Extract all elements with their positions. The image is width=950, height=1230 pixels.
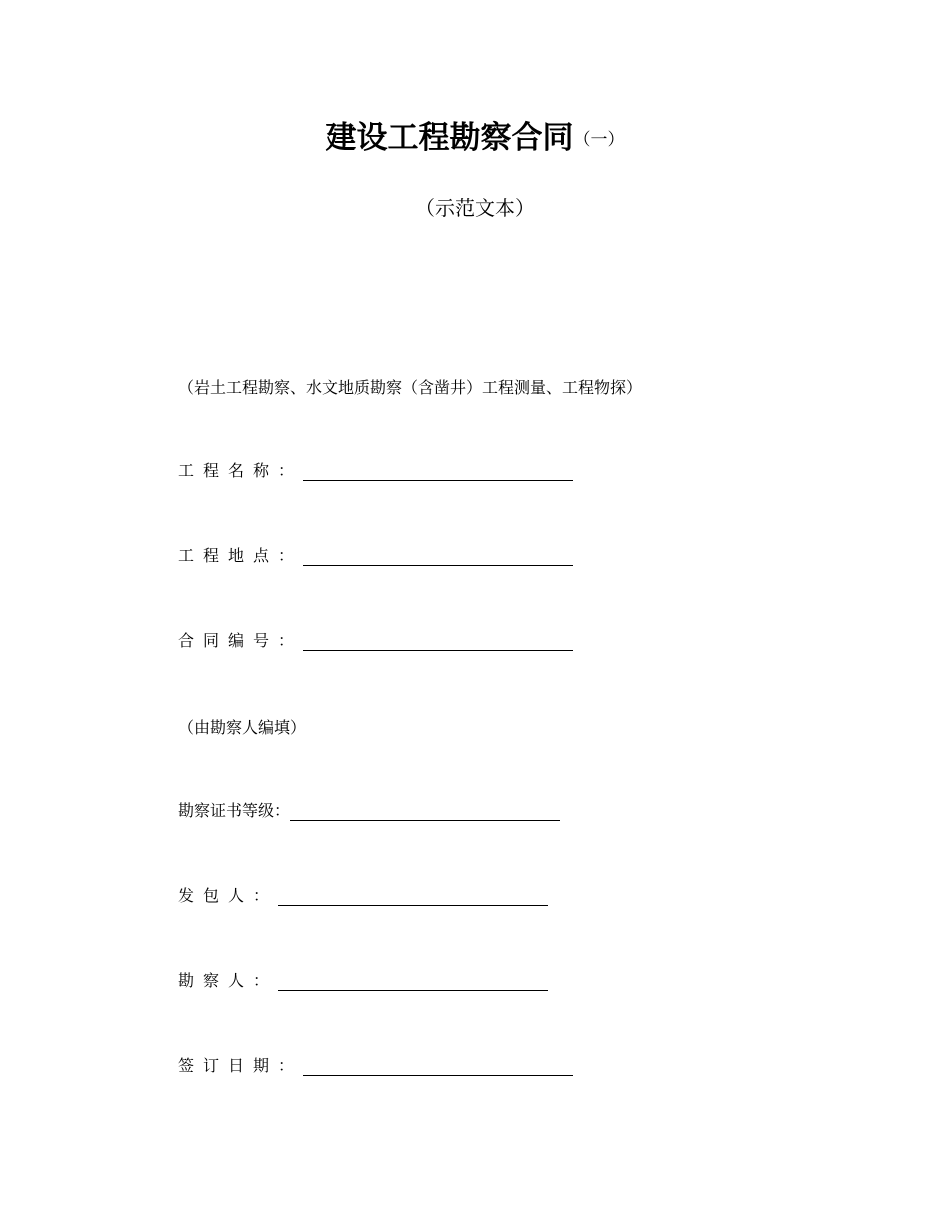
title-main: 建设工程勘察合同 [325, 120, 574, 156]
field-certificate-grade [178, 798, 560, 822]
field-signing-date [178, 1053, 573, 1077]
field-label: 勘察证书等级： [178, 801, 291, 820]
project-location-blank[interactable] [303, 545, 573, 566]
field-employer [178, 883, 548, 907]
title-suffix: （一） [573, 130, 625, 150]
contract-number-blank[interactable] [303, 630, 573, 651]
document-title [0, 112, 950, 157]
field-project-name [178, 458, 573, 482]
field-label: 发包人： [178, 886, 279, 905]
field-surveyor [178, 968, 548, 992]
scope-note: （岩土工程勘察、水文地质勘察（含凿井）工程测量、工程物探） [178, 378, 643, 397]
field-label: 工程地点： [178, 546, 304, 565]
field-label: 签订日期： [178, 1056, 304, 1075]
employer-blank[interactable] [278, 885, 548, 906]
certificate-grade-blank[interactable] [290, 800, 560, 821]
field-label: 合同编号： [178, 631, 304, 650]
signing-date-blank[interactable] [303, 1055, 573, 1076]
fill-note: （由勘察人编填） [178, 718, 307, 737]
field-label: 工程名称： [178, 461, 304, 480]
surveyor-blank[interactable] [278, 970, 548, 991]
document-subtitle: （示范文本） [415, 196, 535, 220]
field-project-location [178, 543, 573, 567]
project-name-blank[interactable] [303, 460, 573, 481]
field-label: 勘察人： [178, 971, 279, 990]
field-contract-number [178, 628, 573, 652]
